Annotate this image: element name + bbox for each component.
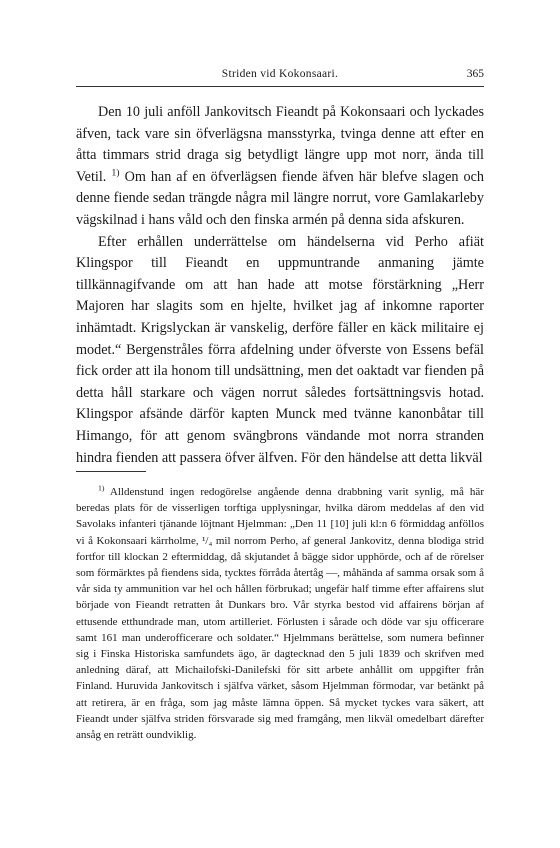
- footnote: [76, 484, 484, 743]
- paragraph-1: [76, 102, 484, 232]
- page-number: 365: [466, 68, 484, 80]
- footnote-text: Alldenstund ingen redogörelse angående denna drabbning varit synlig, må här beredas plats för de visserligen torftiga upplysningar, hvilka därom meddelas af den vid Savolaks infanteri tjänande löjtnant Hjelmman: „Den 11 [10] juli kl:n 6 förmiddag anföllos vi å Kokonsaari kärrholme, ¹/₄ mil norrom Perho, af general Jankovitz, denna blodiga strid fortfor till klockan 2 eftermiddag, då skjutandet å bägge sidor upphörde, och af de rörelser som förmärktes på fiendens sida, tycktes förråda återtåg —, måhända af samma orsak som å vår sida ty ammunition var hel och hållen förbrukad; ungefär half timme efter affairens slut började von Fieandt retratten åt Dunkars bro. Vår styrka bestod vid affairens början af ettusende etthundrade man, utom artilleriet. Förlusten i sårade och döde var sju officerare samt 161 man underofficerare och soldater.“ Hjelmmans berättelse, som numera befinner sig i Finska Historiska samfundets ägo, är dagtecknad den 5 juli 1839 och skrifven med anledning däraf, att Michailofski-Danilefski för sitt arbete anhållit om uppgifter från Finland. Huruvida Jankovitsch i själfva värket, såsom Hjelmman förmodar, var betänkt på att retirera, är en fråga, som jag måste lämna öppen. Så mycket tyckes vara säkert, att Fieandt under själfva striden försvarade sig med framgång, men likväl omedelbart därefter ansåg en reträtt oundviklig.: [76, 486, 484, 742]
- running-title: Striden vid Kokonsaari.: [221, 68, 339, 80]
- paragraph-2: Efter erhållen underrättelse om händelserna vid Perho afiät Klingspor till Fieandt en uppmuntrande anmaning jämte tillkännagifvande om att han hade att motse förstärkning „Herr Majoren har slagits som en hjelte, hvilket jag af inkomne raporter inhämtadt. Krigslyckan är vanskelig, derföre fäller en käck militaire ej modet.“ Bergenstråles förra afdelning under öfverste von Essens befäl fick order att ila honom till undsättning, men det oaktadt var fienden på detta håll starkare och vägen norrut således fortsättningsvis hotad. Klingspor afsände därför kapten Munck med tvänne kanonbåtar till Himango, för att genom svängbrons vändande mot norra stranden hindra fienden att passera öfver älfven. För den händelse att detta likväl: [76, 233, 484, 466]
- footnote-paragraph: [76, 484, 484, 743]
- footnote-rule: [76, 471, 146, 472]
- footnote-reference: 1): [111, 167, 120, 179]
- running-header: [76, 68, 484, 88]
- paragraph-1-continuation: Om han af en öfverlägsen fiende äfven här blefve slagen och denne fiende sedan trängde några mil längre norrut, vore Gamlakarleby vägskilnad i hans våld och den finska armén på denna sida afskuren.: [76, 168, 484, 228]
- header-rule: [76, 86, 484, 87]
- main-text: [76, 102, 484, 469]
- paragraph-1-text: Den 10 juli anföll Jankovitsch Fieandt på Kokonsaari och lyckades äfven, tack vare sin öfverlägsna mansstyrka, tvinga denne att efter en åtta timmars strid draga sig betydligt längre upp mot norr, ända till Vetil.: [76, 104, 484, 185]
- footnote-marker: 1): [98, 483, 105, 493]
